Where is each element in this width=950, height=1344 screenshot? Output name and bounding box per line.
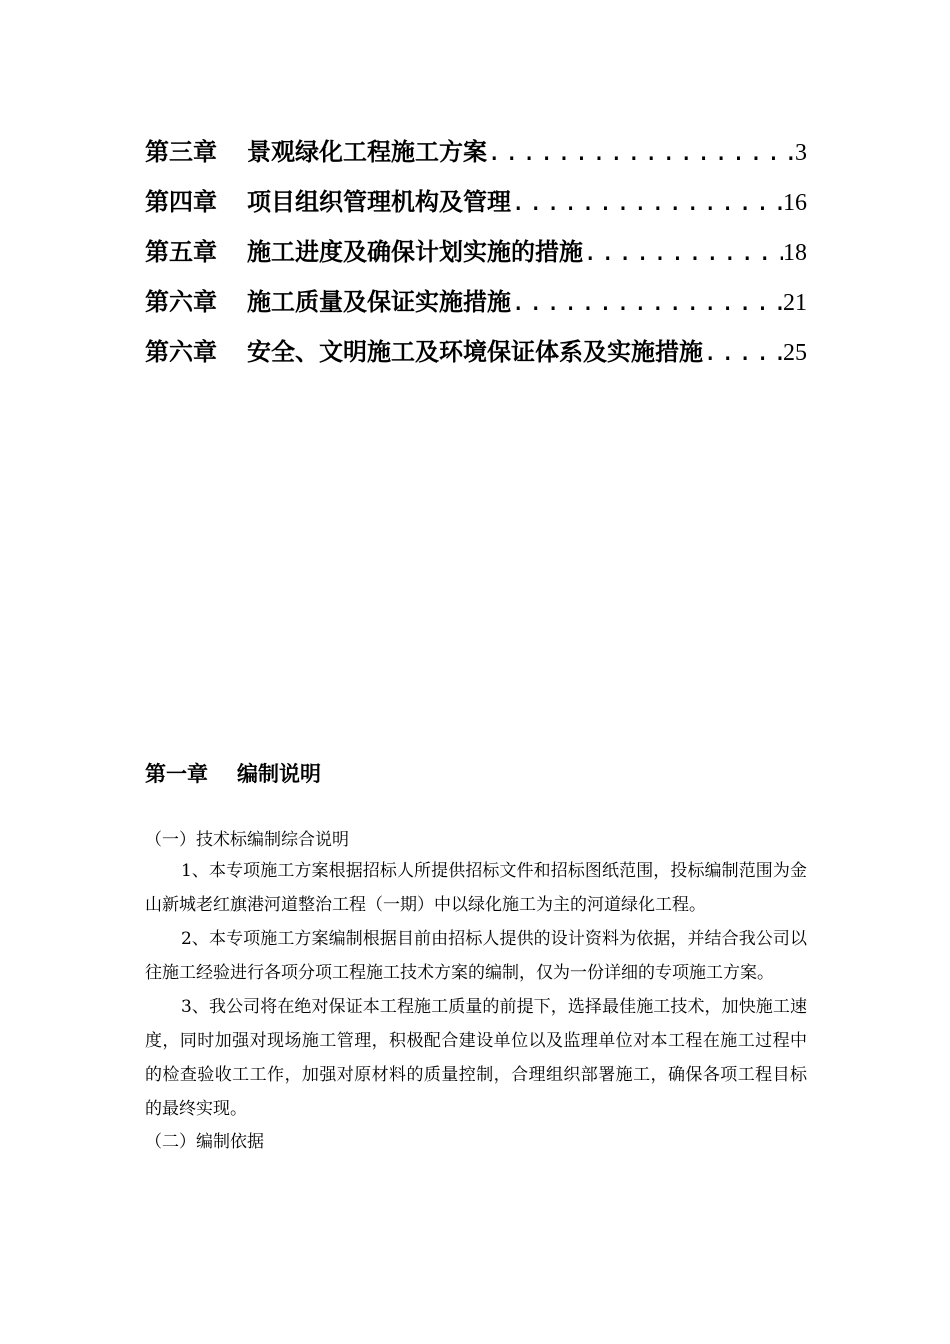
toc-leader-dots <box>511 181 783 223</box>
toc-page-number: 25 <box>783 340 807 366</box>
toc-chapter-number: 第六章 <box>145 287 217 316</box>
toc-entry[interactable] <box>145 281 807 331</box>
toc-entry[interactable] <box>145 131 807 181</box>
toc-entry[interactable] <box>145 331 807 381</box>
toc-chapter-number: 第三章 <box>145 137 217 166</box>
paragraph: 1、本专项施工方案根据招标人所提供招标文件和招标图纸范围，投标编制范围为金山新城老红旗港河道整治工程（一期）中以绿化施工为主的河道绿化工程。 <box>145 861 807 915</box>
toc-entry[interactable] <box>145 181 807 231</box>
toc-chapter-number: 第四章 <box>145 187 217 216</box>
toc-title: 施工进度及确保计划实施的措施 <box>247 237 583 266</box>
toc-page-number: 21 <box>783 290 807 316</box>
chapter-number: 第一章 <box>145 761 208 786</box>
toc-entry[interactable] <box>145 231 807 281</box>
chapter-heading <box>145 758 321 788</box>
toc-chapter-number: 第六章 <box>145 337 217 366</box>
section-heading: （一）技术标编制综合说明 <box>145 830 349 850</box>
table-of-contents <box>145 131 807 381</box>
toc-leader-dots <box>511 281 783 323</box>
toc-title: 景观绿化工程施工方案 <box>247 137 487 166</box>
toc-leader-dots <box>583 231 783 273</box>
chapter-title: 编制说明 <box>237 761 321 786</box>
toc-leader-dots <box>487 131 795 173</box>
chapter-body <box>145 826 807 1156</box>
toc-title: 施工质量及保证实施措施 <box>247 287 511 316</box>
paragraph: 2、本专项施工方案编制根据目前由招标人提供的设计资料为依据，并结合我公司以往施工经验进行各项分项工程施工技术方案的编制，仅为一份详细的专项施工方案。 <box>145 929 807 983</box>
toc-chapter-number: 第五章 <box>145 237 217 266</box>
toc-title: 安全、文明施工及环境保证体系及实施措施 <box>247 337 703 366</box>
toc-leader-dots <box>703 331 783 373</box>
toc-page-number: 18 <box>783 240 807 266</box>
toc-title: 项目组织管理机构及管理 <box>247 187 511 216</box>
toc-page-number: 3 <box>795 140 807 166</box>
paragraph: 3、我公司将在绝对保证本工程施工质量的前提下，选择最佳施工技术，加快施工速度，同时加强对现场施工管理，积极配合建设单位以及监理单位对本工程在施工过程中的检查验收工工作，加强对原材料的质量控制，合理组织部署施工，确保各项工程目标的最终实现。 <box>145 997 807 1119</box>
section-heading: （二）编制依据 <box>145 1132 264 1152</box>
toc-page-number: 16 <box>783 190 807 216</box>
